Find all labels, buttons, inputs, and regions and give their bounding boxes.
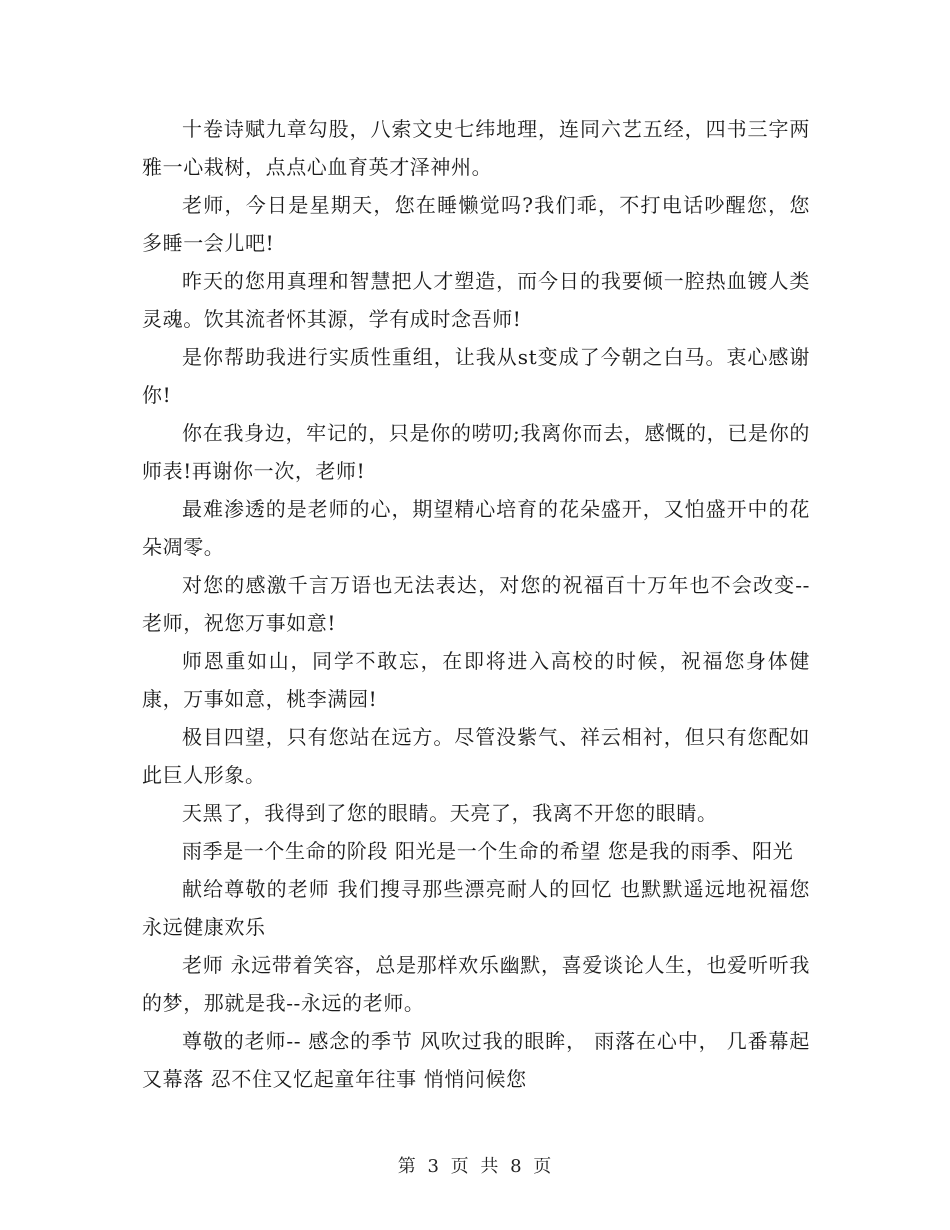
paragraph: 是你帮助我进行实质性重组，让我从st变成了今朝之白马。衷心感谢你! xyxy=(142,345,810,407)
page-number-footer: 第 3 页 共 8 页 xyxy=(397,1156,553,1177)
paragraph: 十卷诗赋九章勾股，八索文史七纬地理，连同六艺五经，四书三字两雅一心栽树，点点心血育英才泽神州。 xyxy=(142,117,810,179)
page-content xyxy=(142,110,810,1098)
paragraph: 尊敬的老师-- 感念的季节 风吹过我的眼眸， 雨落在心中， 几番幕起又幕落 忍不住又忆起童年往事 悄悄问候您 xyxy=(142,1029,810,1091)
paragraph: 献给尊敬的老师 我们搜寻那些漂亮耐人的回忆 也默默遥远地祝福您永远健康欢乐 xyxy=(142,877,810,939)
paragraph: 极目四望，只有您站在远方。尽管没紫气、祥云相衬，但只有您配如此巨人形象。 xyxy=(142,725,810,787)
paragraph: 老师，今日是星期天，您在睡懒觉吗?我们乖，不打电话吵醒您，您多睡一会儿吧! xyxy=(142,193,810,255)
paragraph: 你在我身边，牢记的，只是你的唠叨;我离你而去，感慨的，已是你的师表!再谢你一次，老师! xyxy=(142,421,810,483)
paragraph: 天黑了，我得到了您的眼睛。天亮了，我离不开您的眼睛。 xyxy=(182,801,718,825)
paragraph: 老师 永远带着笑容，总是那样欢乐幽默，喜爱谈论人生，也爱听听我的梦，那就是我--永远的老师。 xyxy=(142,953,810,1015)
paragraph: 最难渗透的是老师的心，期望精心培育的花朵盛开，又怕盛开中的花朵凋零。 xyxy=(142,497,810,559)
paragraph: 雨季是一个生命的阶段 阳光是一个生命的希望 您是我的雨季、阳光 xyxy=(182,839,794,863)
paragraph: 师恩重如山，同学不敢忘，在即将进入高校的时候，祝福您身体健康，万事如意，桃李满园! xyxy=(142,649,810,711)
paragraph: 对您的感激千言万语也无法表达，对您的祝福百十万年也不会改变--老师，祝您万事如意! xyxy=(142,573,810,635)
paragraph: 昨天的您用真理和智慧把人才塑造，而今日的我要倾一腔热血镀人类灵魂。饮其流者怀其源，学有成时念吾师! xyxy=(142,269,810,331)
